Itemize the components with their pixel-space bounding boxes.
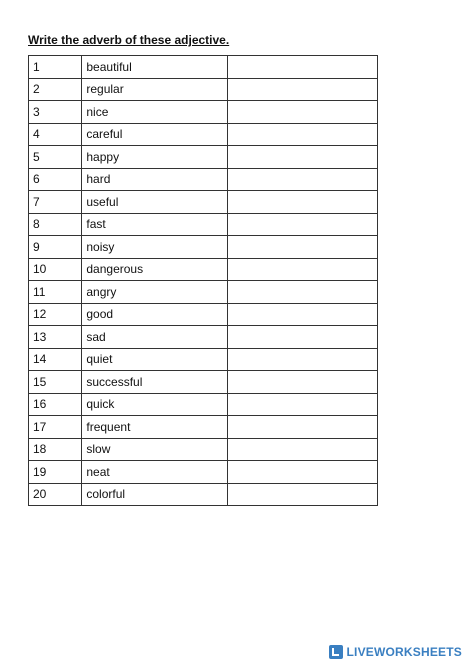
table-row bbox=[29, 123, 378, 146]
table-row bbox=[29, 461, 378, 484]
adverb-answer-input[interactable] bbox=[232, 485, 377, 503]
table-row bbox=[29, 438, 378, 461]
table-row bbox=[29, 348, 378, 371]
adverb-answer-input[interactable] bbox=[232, 80, 377, 98]
answer-cell bbox=[228, 101, 378, 124]
row-number: 10 bbox=[29, 258, 82, 281]
brand-name: LIVEWORKSHEETS bbox=[346, 645, 462, 659]
table-row bbox=[29, 303, 378, 326]
adverb-answer-input[interactable] bbox=[232, 260, 377, 278]
adverb-answer-input[interactable] bbox=[232, 193, 377, 211]
adjective-cell: angry bbox=[82, 281, 228, 304]
table-row bbox=[29, 483, 378, 506]
answer-cell bbox=[228, 438, 378, 461]
adverb-answer-input[interactable] bbox=[232, 125, 377, 143]
adverb-answer-input[interactable] bbox=[232, 440, 377, 458]
adjective-cell: careful bbox=[82, 123, 228, 146]
answer-cell bbox=[228, 371, 378, 394]
adjective-cell: fast bbox=[82, 213, 228, 236]
row-number: 12 bbox=[29, 303, 82, 326]
adjective-cell: hard bbox=[82, 168, 228, 191]
row-number: 17 bbox=[29, 416, 82, 439]
table-row bbox=[29, 213, 378, 236]
adverb-answer-input[interactable] bbox=[232, 283, 377, 301]
table-row bbox=[29, 236, 378, 259]
adjective-cell: neat bbox=[82, 461, 228, 484]
adverb-answer-input[interactable] bbox=[232, 418, 377, 436]
adverb-answer-input[interactable] bbox=[232, 103, 377, 121]
table-row bbox=[29, 78, 378, 101]
worksheet-title: Write the adverb of these adjective. bbox=[28, 33, 230, 47]
adverb-answer-input[interactable] bbox=[232, 395, 377, 413]
row-number: 16 bbox=[29, 393, 82, 416]
adjective-cell: noisy bbox=[82, 236, 228, 259]
adjective-cell: quick bbox=[82, 393, 228, 416]
answer-cell bbox=[228, 191, 378, 214]
table-row bbox=[29, 101, 378, 124]
table-row bbox=[29, 371, 378, 394]
table-row bbox=[29, 393, 378, 416]
table-row bbox=[29, 281, 378, 304]
answer-cell bbox=[228, 326, 378, 349]
row-number: 18 bbox=[29, 438, 82, 461]
answer-cell bbox=[228, 393, 378, 416]
adverb-answer-input[interactable] bbox=[232, 373, 377, 391]
adverb-answer-input[interactable] bbox=[232, 58, 377, 76]
answer-cell bbox=[228, 303, 378, 326]
adjective-cell: slow bbox=[82, 438, 228, 461]
answer-cell bbox=[228, 146, 378, 169]
row-number: 7 bbox=[29, 191, 82, 214]
adverb-answer-input[interactable] bbox=[232, 170, 377, 188]
liveworksheets-logo-icon bbox=[329, 645, 343, 659]
row-number: 2 bbox=[29, 78, 82, 101]
row-number: 8 bbox=[29, 213, 82, 236]
row-number: 19 bbox=[29, 461, 82, 484]
answer-cell bbox=[228, 258, 378, 281]
adverb-answer-input[interactable] bbox=[232, 238, 377, 256]
adjective-cell: frequent bbox=[82, 416, 228, 439]
row-number: 1 bbox=[29, 56, 82, 79]
adverb-answer-input[interactable] bbox=[232, 328, 377, 346]
answer-cell bbox=[228, 348, 378, 371]
adverb-answer-input[interactable] bbox=[232, 463, 377, 481]
adjective-cell: useful bbox=[82, 191, 228, 214]
answer-cell bbox=[228, 123, 378, 146]
adjective-cell: happy bbox=[82, 146, 228, 169]
row-number: 14 bbox=[29, 348, 82, 371]
adjective-cell: quiet bbox=[82, 348, 228, 371]
adjective-cell: beautiful bbox=[82, 56, 228, 79]
answer-cell bbox=[228, 213, 378, 236]
adjective-cell: nice bbox=[82, 101, 228, 124]
row-number: 20 bbox=[29, 483, 82, 506]
table-row bbox=[29, 168, 378, 191]
adjective-cell: regular bbox=[82, 78, 228, 101]
adverb-answer-input[interactable] bbox=[232, 305, 377, 323]
adjective-cell: dangerous bbox=[82, 258, 228, 281]
row-number: 15 bbox=[29, 371, 82, 394]
answer-cell bbox=[228, 281, 378, 304]
table-row bbox=[29, 191, 378, 214]
answer-cell bbox=[228, 483, 378, 506]
row-number: 6 bbox=[29, 168, 82, 191]
adverb-answer-input[interactable] bbox=[232, 148, 377, 166]
table-row bbox=[29, 146, 378, 169]
answer-cell bbox=[228, 416, 378, 439]
adjective-cell: sad bbox=[82, 326, 228, 349]
adverb-table bbox=[28, 55, 378, 506]
table-row bbox=[29, 416, 378, 439]
row-number: 4 bbox=[29, 123, 82, 146]
adverb-answer-input[interactable] bbox=[232, 215, 377, 233]
row-number: 5 bbox=[29, 146, 82, 169]
table-row bbox=[29, 56, 378, 79]
answer-cell bbox=[228, 56, 378, 79]
answer-cell bbox=[228, 78, 378, 101]
liveworksheets-brand bbox=[329, 645, 462, 659]
answer-cell bbox=[228, 236, 378, 259]
adjective-cell: colorful bbox=[82, 483, 228, 506]
table-row bbox=[29, 258, 378, 281]
row-number: 3 bbox=[29, 101, 82, 124]
answer-cell bbox=[228, 461, 378, 484]
row-number: 9 bbox=[29, 236, 82, 259]
adverb-answer-input[interactable] bbox=[232, 350, 377, 368]
adjective-cell: successful bbox=[82, 371, 228, 394]
adjective-cell: good bbox=[82, 303, 228, 326]
table-row bbox=[29, 326, 378, 349]
row-number: 13 bbox=[29, 326, 82, 349]
answer-cell bbox=[228, 168, 378, 191]
row-number: 11 bbox=[29, 281, 82, 304]
